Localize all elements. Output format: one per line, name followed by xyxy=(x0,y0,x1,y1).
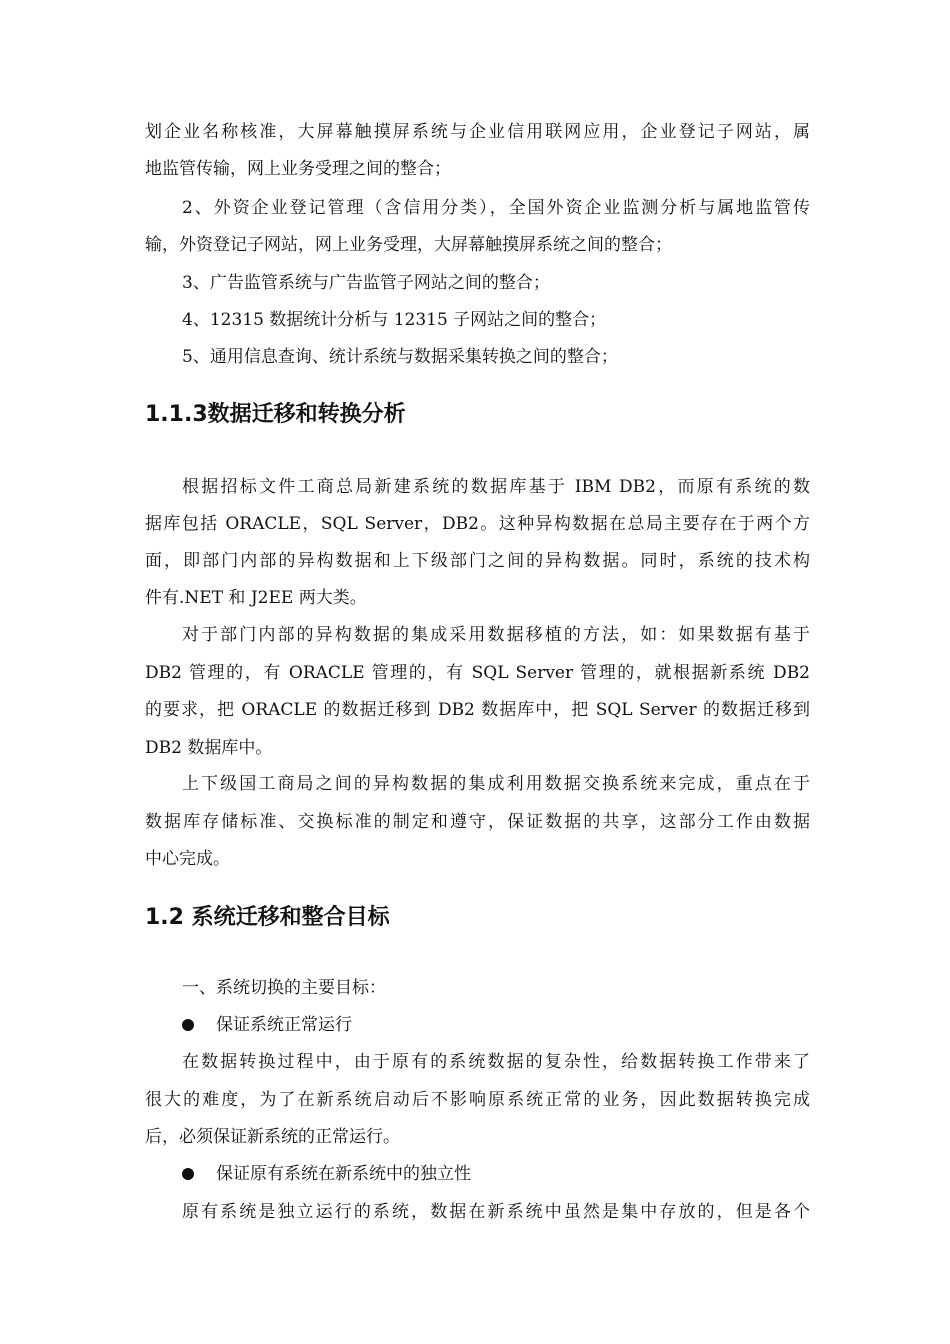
para3-line-2: 数据库存储标准、交换标准的制定和遵守，保证数据的共享，这部分工作由数据 xyxy=(145,812,810,832)
para2-line-3: 的要求，把 ORACLE 的数据迁移到 DB2 数据库中，把 SQL Server 的数据迁移到 xyxy=(145,700,810,720)
para4-line-2: 很大的难度，为了在新系统启动后不影响原系统正常的业务，因此数据转换完成 xyxy=(145,1090,810,1110)
para4-line-3: 后，必须保证新系统的正常运行。 xyxy=(145,1127,400,1147)
para3-line-1: 上下级国工商局之间的异构数据的集成利用数据交换系统来完成，重点在于 xyxy=(182,774,810,794)
intro-line-2: 地监管传输，网上业务受理之间的整合； xyxy=(145,159,451,179)
para1-line-4: 件有.NET 和 J2EE 两大类。 xyxy=(145,588,367,608)
intro-line-1: 划企业名称核准，大屏幕触摸屏系统与企业信用联网应用，企业登记子网站，属 xyxy=(145,122,810,142)
bullet-dot-icon xyxy=(182,1168,194,1180)
para1-line-2: 据库包括 ORACLE，SQL Server，DB2。这种异构数据在总局主要存在于两个方 xyxy=(145,514,810,534)
para4-line-1: 在数据转换过程中，由于原有的系统数据的复杂性，给数据转换工作带来了 xyxy=(182,1052,810,1072)
item2-line-1: 2、外资企业登记管理（含信用分类），全国外资企业监测分析与属地监管传 xyxy=(182,198,810,218)
item3-line: 3、广告监管系统与广告监管子网站之间的整合； xyxy=(182,273,550,293)
para3-line-3: 中心完成。 xyxy=(145,849,230,869)
para2-line-4: DB2 数据库中。 xyxy=(145,738,273,758)
para5-line-1: 原有系统是独立运行的系统，数据在新系统中虽然是集中存放的，但是各个 xyxy=(182,1202,810,1222)
item2-line-2: 输，外资登记子网站，网上业务受理，大屏幕触摸屏系统之间的整合； xyxy=(145,235,672,255)
para1-line-1: 根据招标文件工商总局新建系统的数据库基于 IBM DB2，而原有系统的数 xyxy=(182,477,810,497)
para2-line-1: 对于部门内部的异构数据的集成采用数据移植的方法，如：如果数据有基于 xyxy=(182,625,810,645)
bullet-item-2: 保证原有系统在新系统中的独立性 xyxy=(216,1164,471,1184)
item4-line: 4、12315 数据统计分析与 12315 子网站之间的整合； xyxy=(182,310,607,330)
bullet-item-1: 保证系统正常运行 xyxy=(216,1015,352,1035)
para2-line-2: DB2 管理的，有 ORACLE 管理的，有 SQL Server 管理的，就根据新系统 DB2 xyxy=(145,663,810,683)
section-heading-1-2: 1.2 系统迁移和整合目标 xyxy=(145,905,390,930)
section-heading-1-1-3: 1.1.3数据迁移和转换分析 xyxy=(145,402,406,427)
para1-line-3: 面，即部门内部的异构数据和上下级部门之间的异构数据。同时，系统的技术构 xyxy=(145,551,810,571)
item5-line: 5、通用信息查询、统计系统与数据采集转换之间的整合； xyxy=(182,347,618,367)
goal-intro: 一、系统切换的主要目标： xyxy=(182,978,386,998)
bullet-dot-icon xyxy=(182,1019,194,1031)
